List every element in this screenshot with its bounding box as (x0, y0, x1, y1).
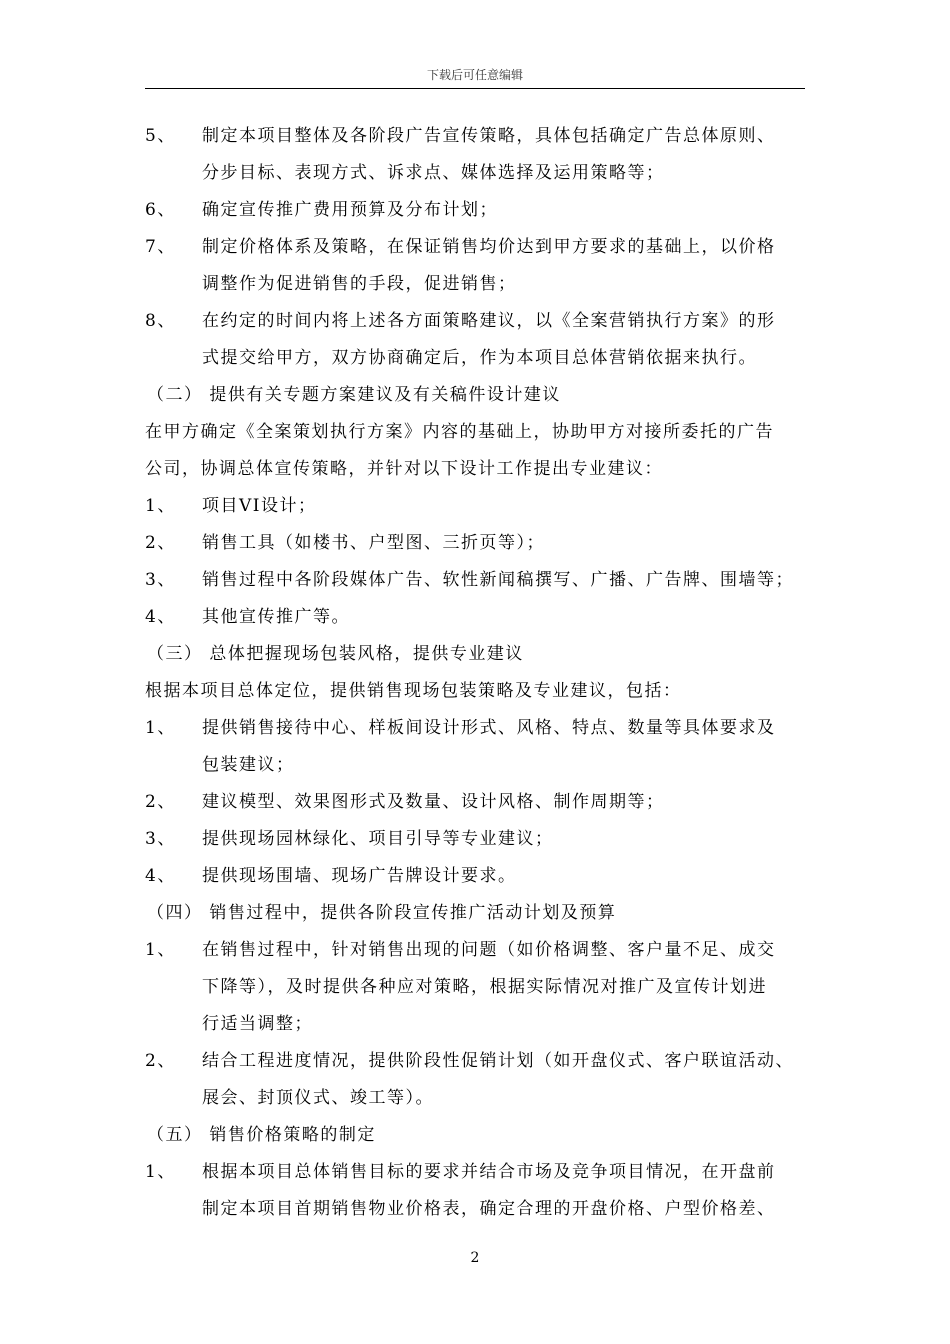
list-item-text: 结合工程进度情况，提供阶段性促销计划（如开盘仪式、客户联谊活动、 (202, 1051, 794, 1071)
list-item (145, 488, 810, 525)
list-item-number: 1、 (145, 1162, 176, 1182)
list-item-number: 1、 (145, 496, 176, 516)
paragraph-line: 在甲方确定《全案策划执行方案》内容的基础上，协助甲方对接所委托的广告 (145, 422, 774, 442)
list-item-text: 制定本项目整体及各阶段广告宣传策略，具体包括确定广告总体原则、 (202, 126, 776, 146)
paragraph-line: 根据本项目总体定位，提供销售现场包装策略及专业建议，包括： (145, 681, 682, 701)
list-item-text: 项目VI设计； (202, 496, 317, 516)
list-item-continuation: 展会、封顶仪式、竣工等）。 (202, 1088, 434, 1108)
list-item-number: 2、 (145, 792, 176, 812)
list-item-number: 3、 (145, 570, 176, 590)
list-item (145, 525, 810, 562)
list-item-continuation: 包装建议； (202, 755, 295, 775)
list-item-text: 在约定的时间内将上述各方面策略建议，以《全案营销执行方案》的形 (202, 311, 776, 331)
header-divider (145, 88, 805, 89)
list-item-text: 提供销售接待中心、样板间设计形式、风格、特点、数量等具体要求及 (202, 718, 776, 738)
section-heading: （五） 销售价格策略的制定 (147, 1125, 376, 1145)
list-item-text: 在销售过程中，针对销售出现的问题（如价格调整、客户量不足、成交 (202, 940, 776, 960)
list-item-number: 1、 (145, 718, 176, 738)
document-body (145, 118, 810, 1228)
list-item (145, 932, 810, 969)
list-item (145, 858, 810, 895)
paragraph-line: 公司，协调总体宣传策略，并针对以下设计工作提出专业建议： (145, 459, 663, 479)
list-item (145, 118, 810, 155)
list-item-number: 6、 (145, 200, 176, 220)
page-header: 下载后可任意编辑 (426, 68, 523, 82)
list-item (145, 229, 810, 266)
list-item-continuation: 调整作为促进销售的手段，促进销售； (202, 274, 517, 294)
list-item-continuation: 制定本项目首期销售物业价格表，确定合理的开盘价格、户型价格差、 (202, 1199, 776, 1219)
list-item-number: 3、 (145, 829, 176, 849)
list-item-number: 4、 (145, 607, 176, 627)
list-item-continuation: 下降等），及时提供各种应对策略，根据实际情况对推广及宣传计划进 (202, 977, 767, 997)
list-item-number: 4、 (145, 866, 176, 886)
list-item-text: 提供现场园林绿化、项目引导等专业建议； (202, 829, 554, 849)
list-item (145, 1043, 810, 1080)
list-item-number: 2、 (145, 1051, 176, 1071)
list-item-text: 提供现场围墙、现场广告牌设计要求。 (202, 866, 517, 886)
list-item (145, 562, 810, 599)
list-item (145, 599, 810, 636)
list-item-text: 销售工具（如楼书、户型图、三折页等）； (202, 533, 545, 553)
list-item-text: 制定价格体系及策略，在保证销售均价达到甲方要求的基础上，以价格 (202, 237, 776, 257)
list-item-text: 根据本项目总体销售目标的要求并结合市场及竞争项目情况，在开盘前 (202, 1162, 776, 1182)
list-item-continuation: 分步目标、表现方式、诉求点、媒体选择及运用策略等； (202, 163, 665, 183)
list-item-number: 8、 (145, 311, 176, 331)
list-item-text: 销售过程中各阶段媒体广告、软性新闻稿撰写、广播、广告牌、围墙等； (202, 570, 794, 590)
page-number: 2 (470, 1250, 480, 1266)
list-item-text: 确定宣传推广费用预算及分布计划； (202, 200, 498, 220)
list-item-number: 7、 (145, 237, 176, 257)
list-item (145, 821, 810, 858)
list-item-continuation: 行适当调整； (202, 1014, 313, 1034)
section-heading: （二） 提供有关专题方案建议及有关稿件设计建议 (147, 385, 561, 405)
section-heading: （四） 销售过程中，提供各阶段宣传推广活动计划及预算 (147, 903, 617, 923)
list-item-number: 1、 (145, 940, 176, 960)
list-item (145, 192, 810, 229)
list-item (145, 710, 810, 747)
list-item-number: 5、 (145, 126, 176, 146)
list-item-number: 2、 (145, 533, 176, 553)
list-item (145, 1154, 810, 1191)
section-heading: （三） 总体把握现场包装风格，提供专业建议 (147, 644, 524, 664)
list-item-continuation: 式提交给甲方，双方协商确定后，作为本项目总体营销依据来执行。 (202, 348, 757, 368)
list-item-text: 其他宣传推广等。 (202, 607, 350, 627)
list-item (145, 784, 810, 821)
list-item-text: 建议模型、效果图形式及数量、设计风格、制作周期等； (202, 792, 665, 812)
list-item (145, 303, 810, 340)
